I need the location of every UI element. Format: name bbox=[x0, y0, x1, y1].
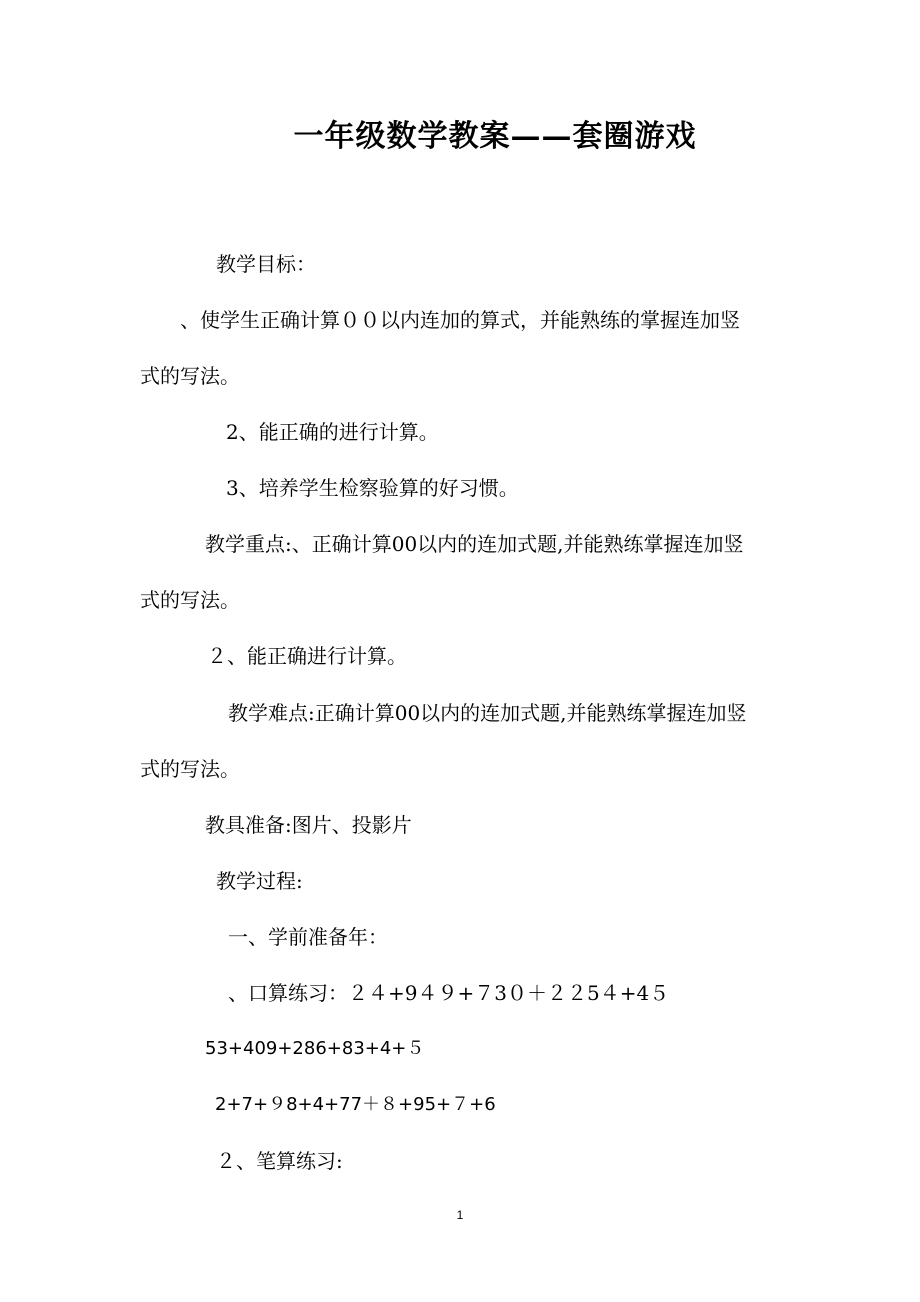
objective-1-line-1: 、使学生正确计算００以内连加的算式，并能熟练的掌握连加竖 bbox=[180, 308, 740, 332]
document-title: 一年级数学教案——套圈游戏 bbox=[293, 119, 697, 154]
key-point-2: ２、能正确进行计算。 bbox=[207, 644, 407, 668]
key-points-line-2: 式的写法。 bbox=[140, 588, 240, 612]
section-1-heading: 一、学前准备年： bbox=[228, 925, 388, 949]
objective-3: 3、培养学生检察验算的好习惯。 bbox=[226, 476, 519, 500]
difficulties-line-1: 教学难点:正确计算00以内的连加式题,并能熟练掌握连加竖 bbox=[228, 701, 747, 725]
difficulties-line-2: 式的写法。 bbox=[140, 757, 240, 781]
oral-practice-line: 、口算练习：２４+9４９+７3０＋２２5４+4５ bbox=[228, 981, 670, 1005]
objective-2: 2、能正确的进行计算。 bbox=[226, 420, 439, 444]
oral-practice-line-3: 2+7+９8+4+77＋８+95+７+6 bbox=[215, 1094, 496, 1115]
objective-1-line-2: 式的写法。 bbox=[140, 364, 240, 388]
oral-practice-line-2: 53+409+286+83+4+５ bbox=[205, 1038, 425, 1059]
teaching-aids: 教具准备:图片、投影片 bbox=[205, 813, 412, 837]
process-heading: 教学过程: bbox=[216, 869, 303, 893]
objectives-heading: 教学目标： bbox=[216, 252, 316, 276]
page-number: 1 bbox=[456, 1208, 464, 1222]
key-points-line-1: 教学重点:、正确计算00以内的连加式题,并能熟练掌握连加竖 bbox=[205, 532, 744, 556]
written-practice-heading: ２、笔算练习: bbox=[216, 1149, 343, 1173]
